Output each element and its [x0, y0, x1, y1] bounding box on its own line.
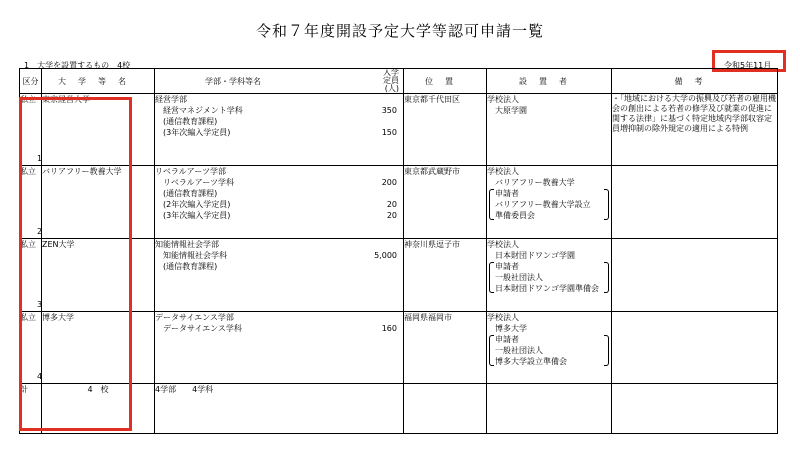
applicant-label: 申請者 — [495, 262, 519, 271]
department-capacity: 20 — [386, 200, 397, 209]
header-remarks: 備考 — [612, 69, 778, 94]
table-row — [20, 166, 778, 239]
remarks-cell: ・「地域における大学の振興及び若者の雇用機会の創出による若者の修学及び就業の促進に関する法律」に基づく特定地域内学部収容定員増抑制の除外規定の適用による特例 — [612, 94, 778, 166]
faculty-name: リベラルアーツ学部 — [155, 167, 227, 176]
department-line — [155, 210, 403, 221]
founder-corp-type: 学校法人 — [487, 313, 519, 322]
applicant-label: 申請者 — [495, 335, 519, 344]
university-name: バリアフリー教養大学 — [42, 166, 155, 239]
kubun-label: 私立 — [20, 240, 36, 249]
department-line — [155, 261, 403, 272]
header-kubun: 区分 — [20, 69, 42, 94]
applicant-line: 一般社団法人 — [495, 346, 543, 355]
department-capacity: 5,000 — [374, 251, 397, 260]
location-cell: 神奈川県逗子市 — [404, 239, 487, 312]
department-line — [155, 177, 403, 188]
founder-corp-type: 学校法人 — [487, 167, 519, 176]
department-capacity: 20 — [386, 211, 397, 220]
applicant-line: バリアフリー教養大学設立 — [495, 200, 591, 209]
remarks-cell — [612, 166, 778, 239]
document-date: 令和5年11月 — [724, 61, 772, 70]
university-name: ZEN大学 — [42, 239, 155, 312]
header-capacity — [383, 69, 403, 93]
kubun-label: 私立 — [20, 95, 36, 104]
header-location: 位置 — [404, 69, 487, 94]
header-capacity-mid: 定員 — [383, 76, 399, 85]
total-label: 計 — [20, 384, 42, 434]
founder-cell — [487, 94, 612, 166]
applicant-line: 日本財団ドワンゴ学園準備会 — [495, 284, 599, 293]
faculty-cell — [155, 94, 404, 166]
department-line — [155, 250, 403, 261]
header-university: 大学等名 — [42, 69, 155, 94]
department-capacity: 150 — [381, 128, 397, 137]
total-count: 4 校 — [42, 384, 155, 434]
founder-corp-type: 学校法人 — [487, 95, 519, 104]
row-index: 2 — [37, 227, 43, 236]
department-line — [155, 323, 403, 334]
department-label: (通信教育課程) — [155, 189, 218, 198]
department-label: リベラルアーツ学科 — [155, 178, 235, 187]
total-faculty: 4学部 4学科 — [155, 384, 404, 434]
department-label: 経営マネジメント学科 — [155, 106, 243, 115]
faculty-cell — [155, 166, 404, 239]
location-cell: 東京都千代田区 — [404, 94, 487, 166]
header-capacity-unit: (人) — [384, 84, 399, 93]
department-line — [155, 199, 403, 210]
department-label: (2年次編入学定員) — [155, 200, 231, 209]
department-line — [155, 116, 403, 127]
department-label: (通信教育課程) — [155, 262, 218, 271]
department-label: データサイエンス学科 — [155, 324, 242, 333]
department-capacity: 200 — [381, 178, 397, 187]
location-cell: 福岡県福岡市 — [404, 312, 487, 384]
department-line — [155, 188, 403, 199]
founder-name: 大原学園 — [495, 106, 527, 115]
applicant-line: 準備委員会 — [495, 211, 535, 220]
header-capacity-top: 入学 — [383, 68, 399, 77]
department-capacity — [355, 261, 403, 272]
department-capacity: 160 — [381, 324, 397, 333]
faculty-cell — [155, 239, 404, 312]
section-subtitle: 1 大学を設置するもの 4校 — [24, 61, 131, 70]
applicant-bracket — [489, 334, 605, 367]
header-founder: 設置者 — [487, 69, 612, 94]
row-index: 4 — [37, 372, 43, 381]
applicant-bracket — [489, 188, 605, 221]
faculty-name: 経営学部 — [155, 95, 187, 104]
total-row — [20, 384, 778, 434]
founder-name: 博多大学 — [495, 324, 527, 333]
department-label: 知能情報社会学科 — [155, 251, 227, 260]
founder-cell — [487, 166, 612, 239]
faculty-name: データサイエンス学部 — [155, 313, 234, 322]
faculty-name: 知能情報社会学部 — [155, 240, 219, 249]
kubun-label: 私立 — [20, 313, 36, 322]
department-label: (3年次編入学定員) — [155, 128, 231, 137]
table-row — [20, 239, 778, 312]
founder-cell — [487, 239, 612, 312]
applicant-line: 一般社団法人 — [495, 273, 543, 282]
applicant-label: 申請者 — [495, 189, 519, 198]
total-remarks-empty — [612, 384, 778, 434]
department-line — [155, 127, 403, 138]
applicant-line: 博多大学設立準備会 — [495, 357, 567, 366]
department-capacity: 350 — [381, 106, 397, 115]
founder-cell — [487, 312, 612, 384]
founder-name: 日本財団ドワンゴ学園 — [495, 251, 575, 260]
university-name: 博多大学 — [42, 312, 155, 384]
location-cell: 東京都武蔵野市 — [404, 166, 487, 239]
header-faculty-label: 学部・学科等名 — [205, 76, 261, 86]
total-founder-empty — [487, 384, 612, 434]
faculty-cell — [155, 312, 404, 384]
department-capacity — [355, 188, 403, 199]
applicant-bracket — [489, 261, 605, 294]
university-names-highlight-box — [19, 97, 132, 431]
total-location-empty — [404, 384, 487, 434]
table-header-row — [20, 69, 778, 94]
department-capacity — [355, 116, 403, 127]
page-title: 令和７年度開設予定大学等認可申請一覧 — [255, 22, 544, 40]
table-row — [20, 94, 778, 166]
university-name: 東京経営大学 — [42, 94, 155, 166]
remarks-cell — [612, 239, 778, 312]
header-faculty — [155, 69, 404, 94]
row-index: 1 — [37, 154, 43, 163]
kubun-label: 私立 — [20, 167, 36, 176]
table-row — [20, 312, 778, 384]
application-table — [19, 68, 778, 434]
row-index: 3 — [37, 300, 43, 309]
founder-corp-type: 学校法人 — [487, 240, 519, 249]
department-label: (通信教育課程) — [155, 117, 218, 126]
department-label: (3年次編入学定員) — [155, 211, 231, 220]
founder-name: バリアフリー教養大学 — [495, 178, 575, 187]
department-line — [155, 105, 403, 116]
remarks-cell — [612, 312, 778, 384]
